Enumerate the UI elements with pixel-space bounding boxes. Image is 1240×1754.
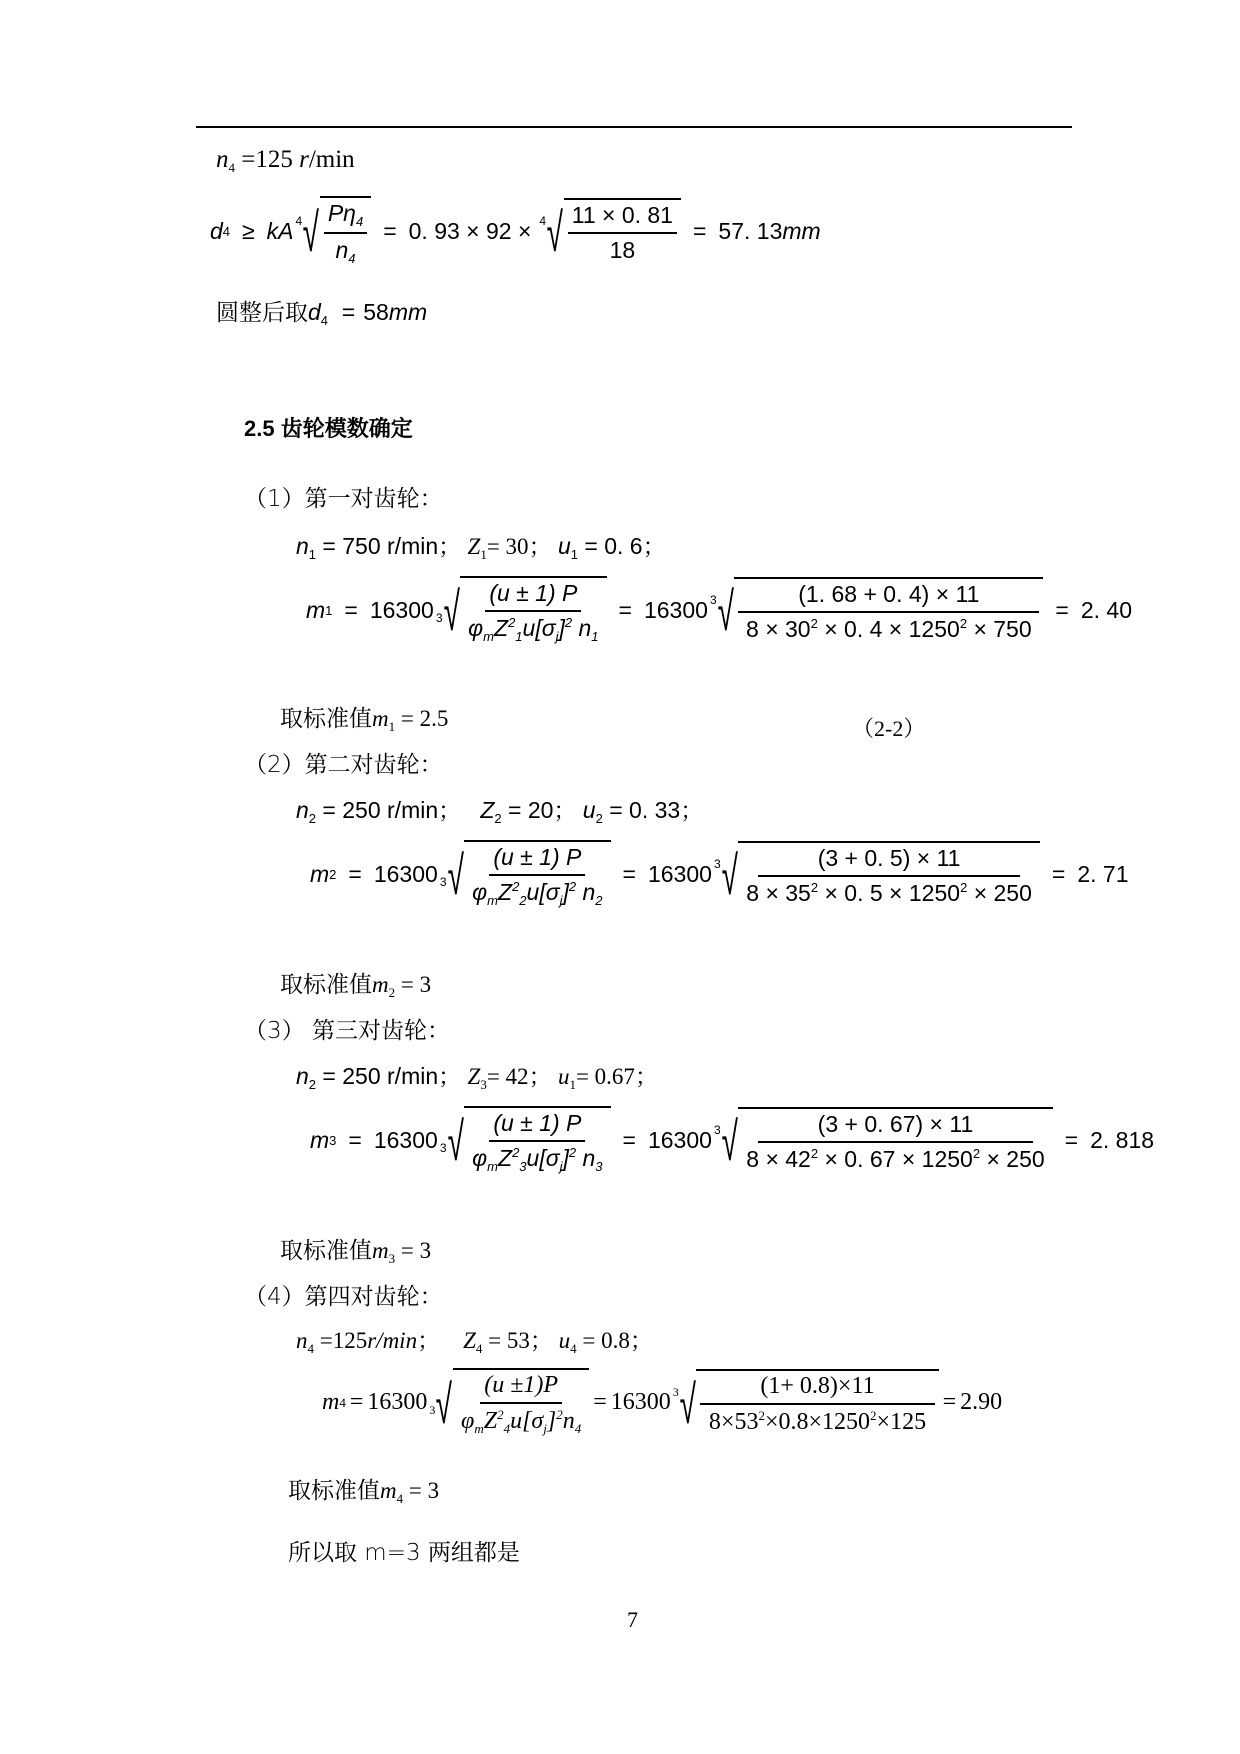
rounded-diameter-line: 圆整后取$d_4 = 58mm$ — [216, 299, 428, 328]
cube-root: 3 √ $\frac{(1. 68 + 0. 4) \times 11}{8 \times 30^2 \times 0. 4 \times 1250^2 \times 750}$ — [710, 577, 1043, 643]
gear-pair-1-params: $n_1 = 750$ r/min； $Z_1= 30$； $u_1 = 0$. 6； — [296, 533, 666, 562]
gear-pair-3-params: $n_2 = 250$ r/min； $Z_3= 42$； $u_1= 0.67$； — [296, 1063, 658, 1092]
gear-pair-2-heading: （2）第二对齿轮： — [244, 752, 443, 778]
header-rule — [196, 126, 1072, 128]
gear-pair-4-standard-value: 取标准值$m_4 = 3$ — [288, 1478, 440, 1506]
gear-pair-2-params: $n_2 = 250$ r/min； $Z_2 = 20$； $u_2 = 0$. 33； — [296, 797, 704, 826]
radical-sign-icon: √ — [679, 1372, 696, 1436]
cube-root: 3 √ $\frac{(u \pm 1) P}{\varphi_mZ^2_3u[\sigma_j]^2 n_3}$ — [440, 1106, 611, 1174]
gear-pair-1-module-formula: m 1 = 16300 3 √ $\frac{(u \pm 1) P}{\varphi_mZ^2_1u[\sigma_j]^2 n_1}$ = 16300 3 √ $\frac{(1. 68 + 0. 4) \times 11}{8 \times 30^2 \times 0. 4 \times 1250^2 \times 750}$ = 2. 40 — [306, 576, 1132, 644]
fourth-root: 4 √ $\frac{P\eta_4}{n_4}$ — [296, 196, 372, 266]
gear-pair-3-standard-value: 取标准值$m_3 = 3$ — [280, 1238, 432, 1266]
gear-pair-3-module-formula: m 3 = 16300 3 √ $\frac{(u \pm 1) P}{\varphi_mZ^2_3u[\sigma_j]^2 n_3}$ = 16300 3 √ $\frac{(3 + 0. 67) \times 11}{8 \times 42^2 \times 0. 67 \times 1250^2 \times 250}$ = 2. 818 — [310, 1106, 1154, 1174]
conclusion-text: 所以取 m=3 两组都是 — [288, 1540, 520, 1566]
radical-sign-icon: √ — [436, 1372, 453, 1436]
radical-sign-icon: √ — [721, 844, 738, 907]
gear-pair-4-params: $n_4 =125r/\min$； $Z_4 = 53$； $u_4 = 0.8$； — [296, 1328, 653, 1356]
gear-pair-2-standard-value: 取标准值$m_2 = 3$ — [280, 972, 432, 1000]
n4-speed-line: $n_4 =125$ r/min — [216, 146, 355, 175]
radical-sign-icon: √ — [546, 201, 564, 264]
radical-sign-icon: √ — [721, 1110, 738, 1173]
radical-sign-icon: √ — [302, 201, 320, 264]
d4-shaft-diameter-formula: d 4 ≥ kA 4 √ $\frac{P\eta_4}{n_4}$ = 0. 93 × 92 × 4 √ $\frac{11 \times 0. 81}{18}$ = 57. 13 mm — [210, 196, 821, 266]
cube-root: 3 √ $\frac{(u \pm 1) P}{\varphi_mZ^2_2u[\sigma_j]^2 n_2}$ — [440, 840, 611, 908]
gear-pair-1-heading: （1）第一对齿轮： — [244, 486, 443, 512]
radical-sign-icon: √ — [447, 844, 464, 907]
fourth-root: 4 √ $\frac{11 \times 0. 81}{18}$ — [539, 198, 681, 264]
cube-root: 3 √ $\frac{(u \pm 1)P}{\varphi_mZ^2_4u[\sigma_j]^2n_4}$ — [429, 1368, 589, 1437]
gear-pair-4-heading: （4）第四对齿轮： — [244, 1284, 443, 1310]
gear-pair-4-module-formula: m 4 = 16300 3 √ $\frac{(u \pm 1)P}{\varphi_mZ^2_4u[\sigma_j]^2n_4}$ = 16300 3 √ $\frac{(1+ 0.8)\times 11}{8\times 53^2\times 0.8\times 1250^2\times 125}$ = 2.90 — [322, 1368, 1002, 1437]
cube-root: 3 √ $\frac{(1+ 0.8)\times 11}{8\times 53^2\times 0.8\times 1250^2\times 125}$ — [673, 1369, 939, 1436]
equation-number: （2-2） — [852, 716, 926, 741]
gear-pair-1-standard-value: 取标准值$m_1 = 2.5$ — [280, 706, 449, 734]
radical-sign-icon: √ — [443, 580, 460, 643]
gear-pair-3-heading: （3） 第三对齿轮： — [244, 1018, 450, 1044]
radical-sign-icon: √ — [447, 1110, 464, 1173]
section-heading: 2.5 齿轮模数确定 — [244, 416, 413, 441]
cube-root: 3 √ $\frac{(u \pm 1) P}{\varphi_mZ^2_1u[\sigma_j]^2 n_1}$ — [436, 576, 607, 644]
gear-pair-2-module-formula: m 2 = 16300 3 √ $\frac{(u \pm 1) P}{\varphi_mZ^2_2u[\sigma_j]^2 n_2}$ = 16300 3 √ $\frac{(3 + 0. 5) \times 11}{8 \times 35^2 \times 0. 5 \times 1250^2 \times 250}$ = 2. 71 — [310, 840, 1128, 908]
cube-root: 3 √ $\frac{(3 + 0. 5) \times 11}{8 \times 35^2 \times 0. 5 \times 1250^2 \times 250}$ — [714, 841, 1040, 907]
radical-sign-icon: √ — [717, 580, 734, 643]
cube-root: 3 √ $\frac{(3 + 0. 67) \times 11}{8 \times 42^2 \times 0. 67 \times 1250^2 \times 250}$ — [714, 1107, 1053, 1173]
page-number: 7 — [627, 1607, 638, 1632]
